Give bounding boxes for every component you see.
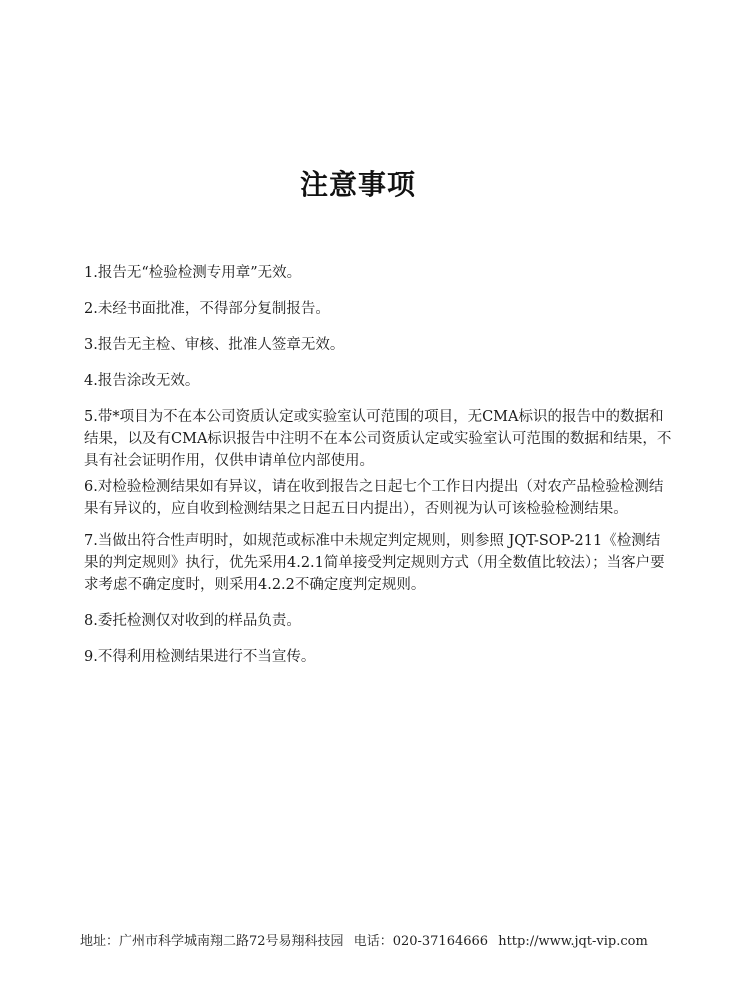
footer: [80, 933, 720, 951]
note-item-4: 4.报告涂改无效。: [84, 373, 200, 389]
footer-website: http://www.jqt-vip.com: [498, 934, 648, 949]
note-item-3: 3.报告无主检、审核、批准人签章无效。: [84, 337, 345, 353]
page-title: 注意事项: [299, 168, 416, 201]
note-item-9: 9.不得利用检测结果进行不当宣传。: [84, 649, 316, 665]
footer-phone: 电话：020-37164666: [353, 934, 489, 949]
note-item-2: 2.未经书面批准，不得部分复制报告。: [84, 301, 330, 317]
notes-list: [84, 262, 674, 668]
note-item-8: 8.委托检测仅对收到的样品负责。: [84, 613, 301, 629]
footer-address: 地址：广州市科学城南翔二路72号易翔科技园: [80, 934, 344, 949]
note-item-6: 6.对检验检测结果如有异议，请在收到报告之日起七个工作日内提出（对农产品检验检测结果有异议的，应自收到检测结果之日起五日内提出），否则视为认可该检验检测结果。: [84, 479, 664, 517]
note-item-7: 7.当做出符合性声明时，如规范或标准中未规定判定规则，则参照 JQT-SOP-211《检测结果的判定规则》执行，优先采用4.2.1简单接受判定规则方式（用全数值比较法）；当客户要求考虑不确定度时，则采用4.2.2不确定度判定规则。: [84, 533, 665, 593]
note-item-1: 1.报告无“检验检测专用章”无效。: [84, 265, 302, 281]
note-item-5: 5.带*项目为不在本公司资质认定或实验室认可范围的项目，无CMA标识的报告中的数据和结果，以及有CMA标识报告中注明不在本公司资质认定或实验室认可范围的数据和结果，不具有社会证明作用，仅供申请单位内部使用。: [84, 409, 672, 469]
